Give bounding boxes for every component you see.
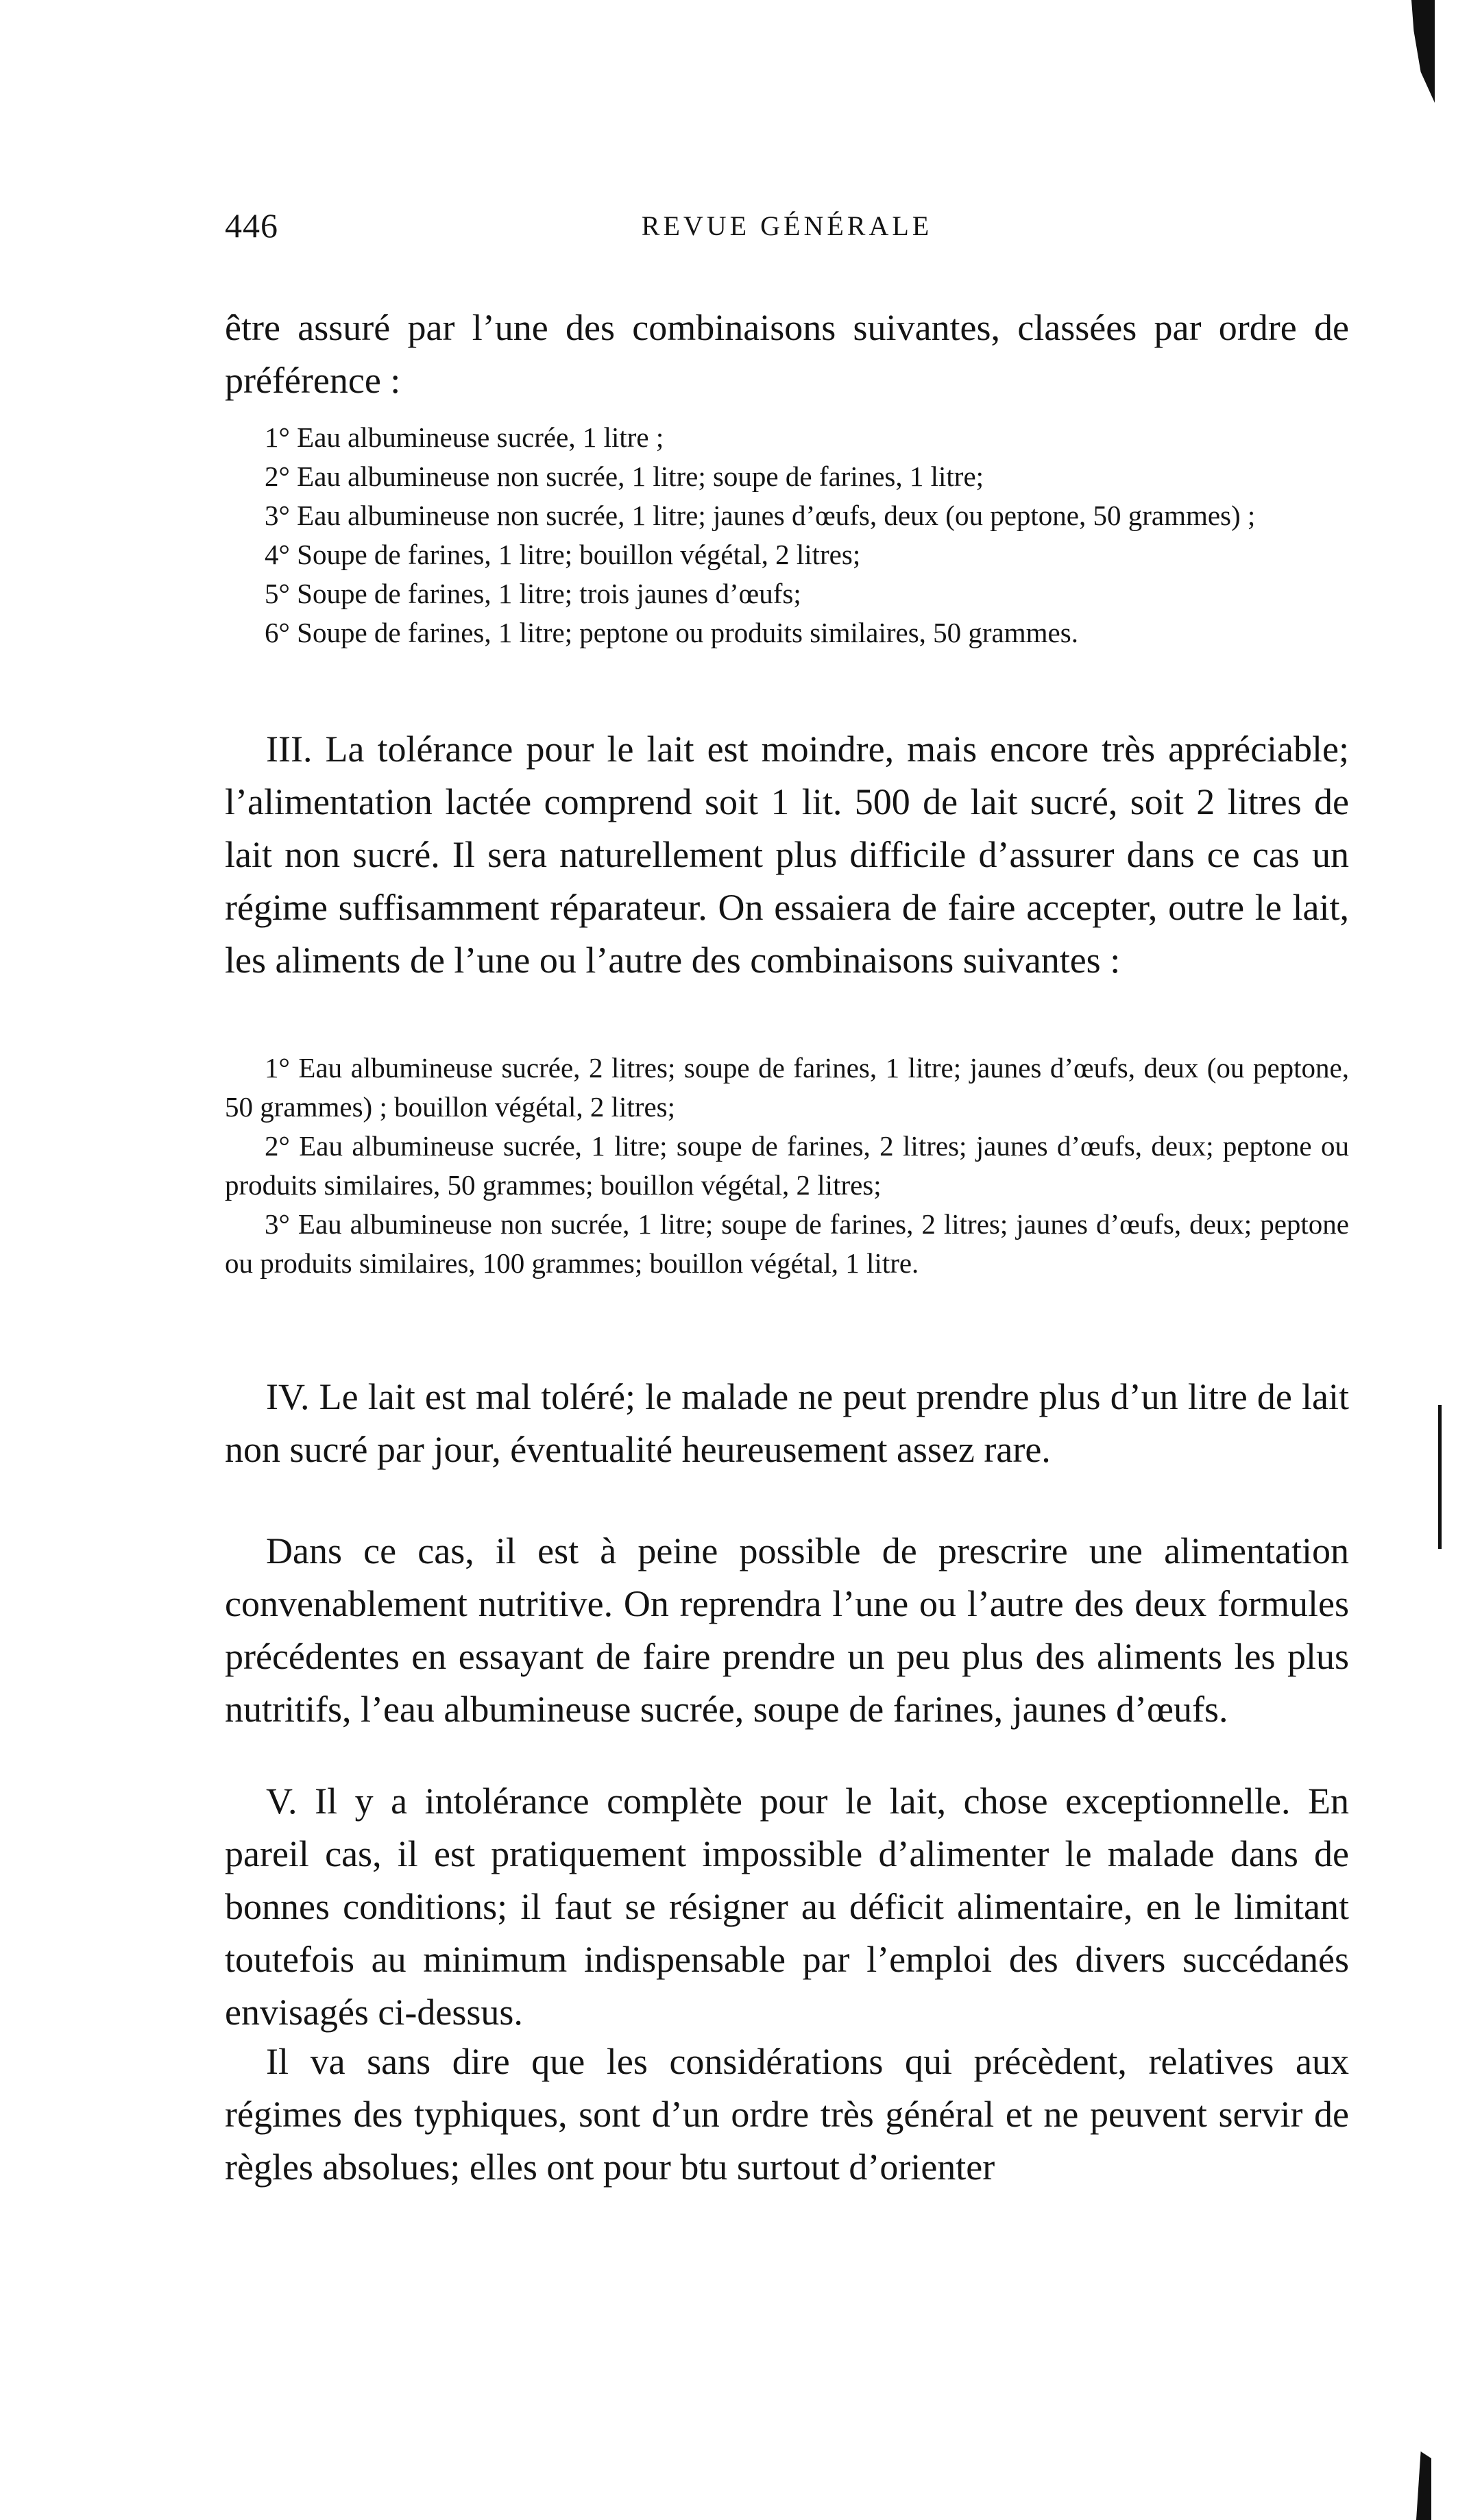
page-number: 446 (225, 206, 278, 245)
combination-list-2 (225, 1049, 1349, 1283)
intro-paragraph: être assuré par l’une des combinaisons suivantes, classées par ordre de préférence : (225, 307, 1349, 401)
list-item: 2° Eau albumineuse sucrée, 1 litre; soupe de farines, 2 litres; jaunes d’œufs, deux; peptone ou produits similaires, 50 grammes; bouillon végétal, 2 litres; (225, 1130, 1349, 1201)
section-3-paragraph: III. La tolérance pour le lait est moindre, mais encore très appréciable; l’alimentation lactée comprend soit 1 lit. 500 de lait sucré, soit 2 litres de lait non sucré. Il sera naturellement plus difficile d’assurer dans ce cas un régime suffisamment réparateur. On essaiera de faire accepter, outre le lait, les aliments de l’une ou l’autre des combinaisons suivantes : (225, 729, 1349, 981)
scan-corner-mark-bottom (1416, 2451, 1431, 2520)
intro-block (225, 302, 1349, 407)
section-4-block (225, 1371, 1349, 1476)
list-item: 2° Eau albumineuse non sucrée, 1 litre; soupe de farines, 1 litre; (265, 461, 984, 492)
list-item: 1° Eau albumineuse sucrée, 1 litre ; (265, 421, 664, 453)
section-5-paragraph: V. Il y a intolérance complète pour le lait, chose exceptionnelle. En pareil cas, il est pratiquement impossible d’alimenter le malade dans de bonnes conditions; il faut se résigner au déficit alimentaire, en le limitant toutefois au minimum indispensable par l’emploi des divers succédanés envisagés ci-dessus. (225, 1781, 1349, 2033)
section-4-continued-paragraph: Dans ce cas, il est à peine possible de prescrire une alimentation convenablement nutritive. On reprendra l’une ou l’autre des deux formules précédentes en essayant de faire prendre un peu plus des aliments les plus nutritifs, l’eau albumineuse sucrée, soupe de farines, jaunes d’œufs. (225, 1530, 1349, 1730)
closing-paragraph: Il va sans dire que les considérations qui précèdent, relatives aux régimes des typhiques, sont d’un ordre très général et ne peuvent servir de règles absolues; elles ont pour btu surtout d’orienter (225, 2041, 1349, 2188)
scan-corner-mark (1411, 0, 1435, 103)
list-item: 3° Eau albumineuse non sucrée, 1 litre; soupe de farines, 2 litres; jaunes d’œufs, deux; peptone ou produits similaires, 100 grammes; bouillon végétal, 1 litre. (225, 1208, 1349, 1279)
closing-block (225, 2035, 1349, 2194)
list-item: 5° Soupe de farines, 1 litre; trois jaunes d’œufs; (265, 578, 801, 609)
scan-edge-line (1438, 1405, 1442, 1549)
page-header (225, 206, 1349, 260)
section-5-block (225, 1775, 1349, 2039)
section-3-block (225, 723, 1349, 987)
combination-list-1 (225, 418, 1349, 652)
list-item: 6° Soupe de farines, 1 litre; peptone ou produits similaires, 50 grammes. (265, 617, 1078, 648)
running-head: REVUE GÉNÉRALE (641, 210, 933, 241)
list-item: 3° Eau albumineuse non sucrée, 1 litre; jaunes d’œufs, deux (ou peptone, 50 grammes) ; (265, 500, 1256, 531)
section-4-continued-block (225, 1525, 1349, 1736)
list-item: 4° Soupe de farines, 1 litre; bouillon végétal, 2 litres; (265, 539, 861, 570)
section-4-paragraph: IV. Le lait est mal toléré; le malade ne peut prendre plus d’un litre de lait non sucré par jour, éventualité heureusement assez rare. (225, 1376, 1349, 1470)
list-item: 1° Eau albumineuse sucrée, 2 litres; soupe de farines, 1 litre; jaunes d’œufs, deux (ou peptone, 50 grammes) ; bouillon végétal, 2 litres; (225, 1052, 1349, 1123)
